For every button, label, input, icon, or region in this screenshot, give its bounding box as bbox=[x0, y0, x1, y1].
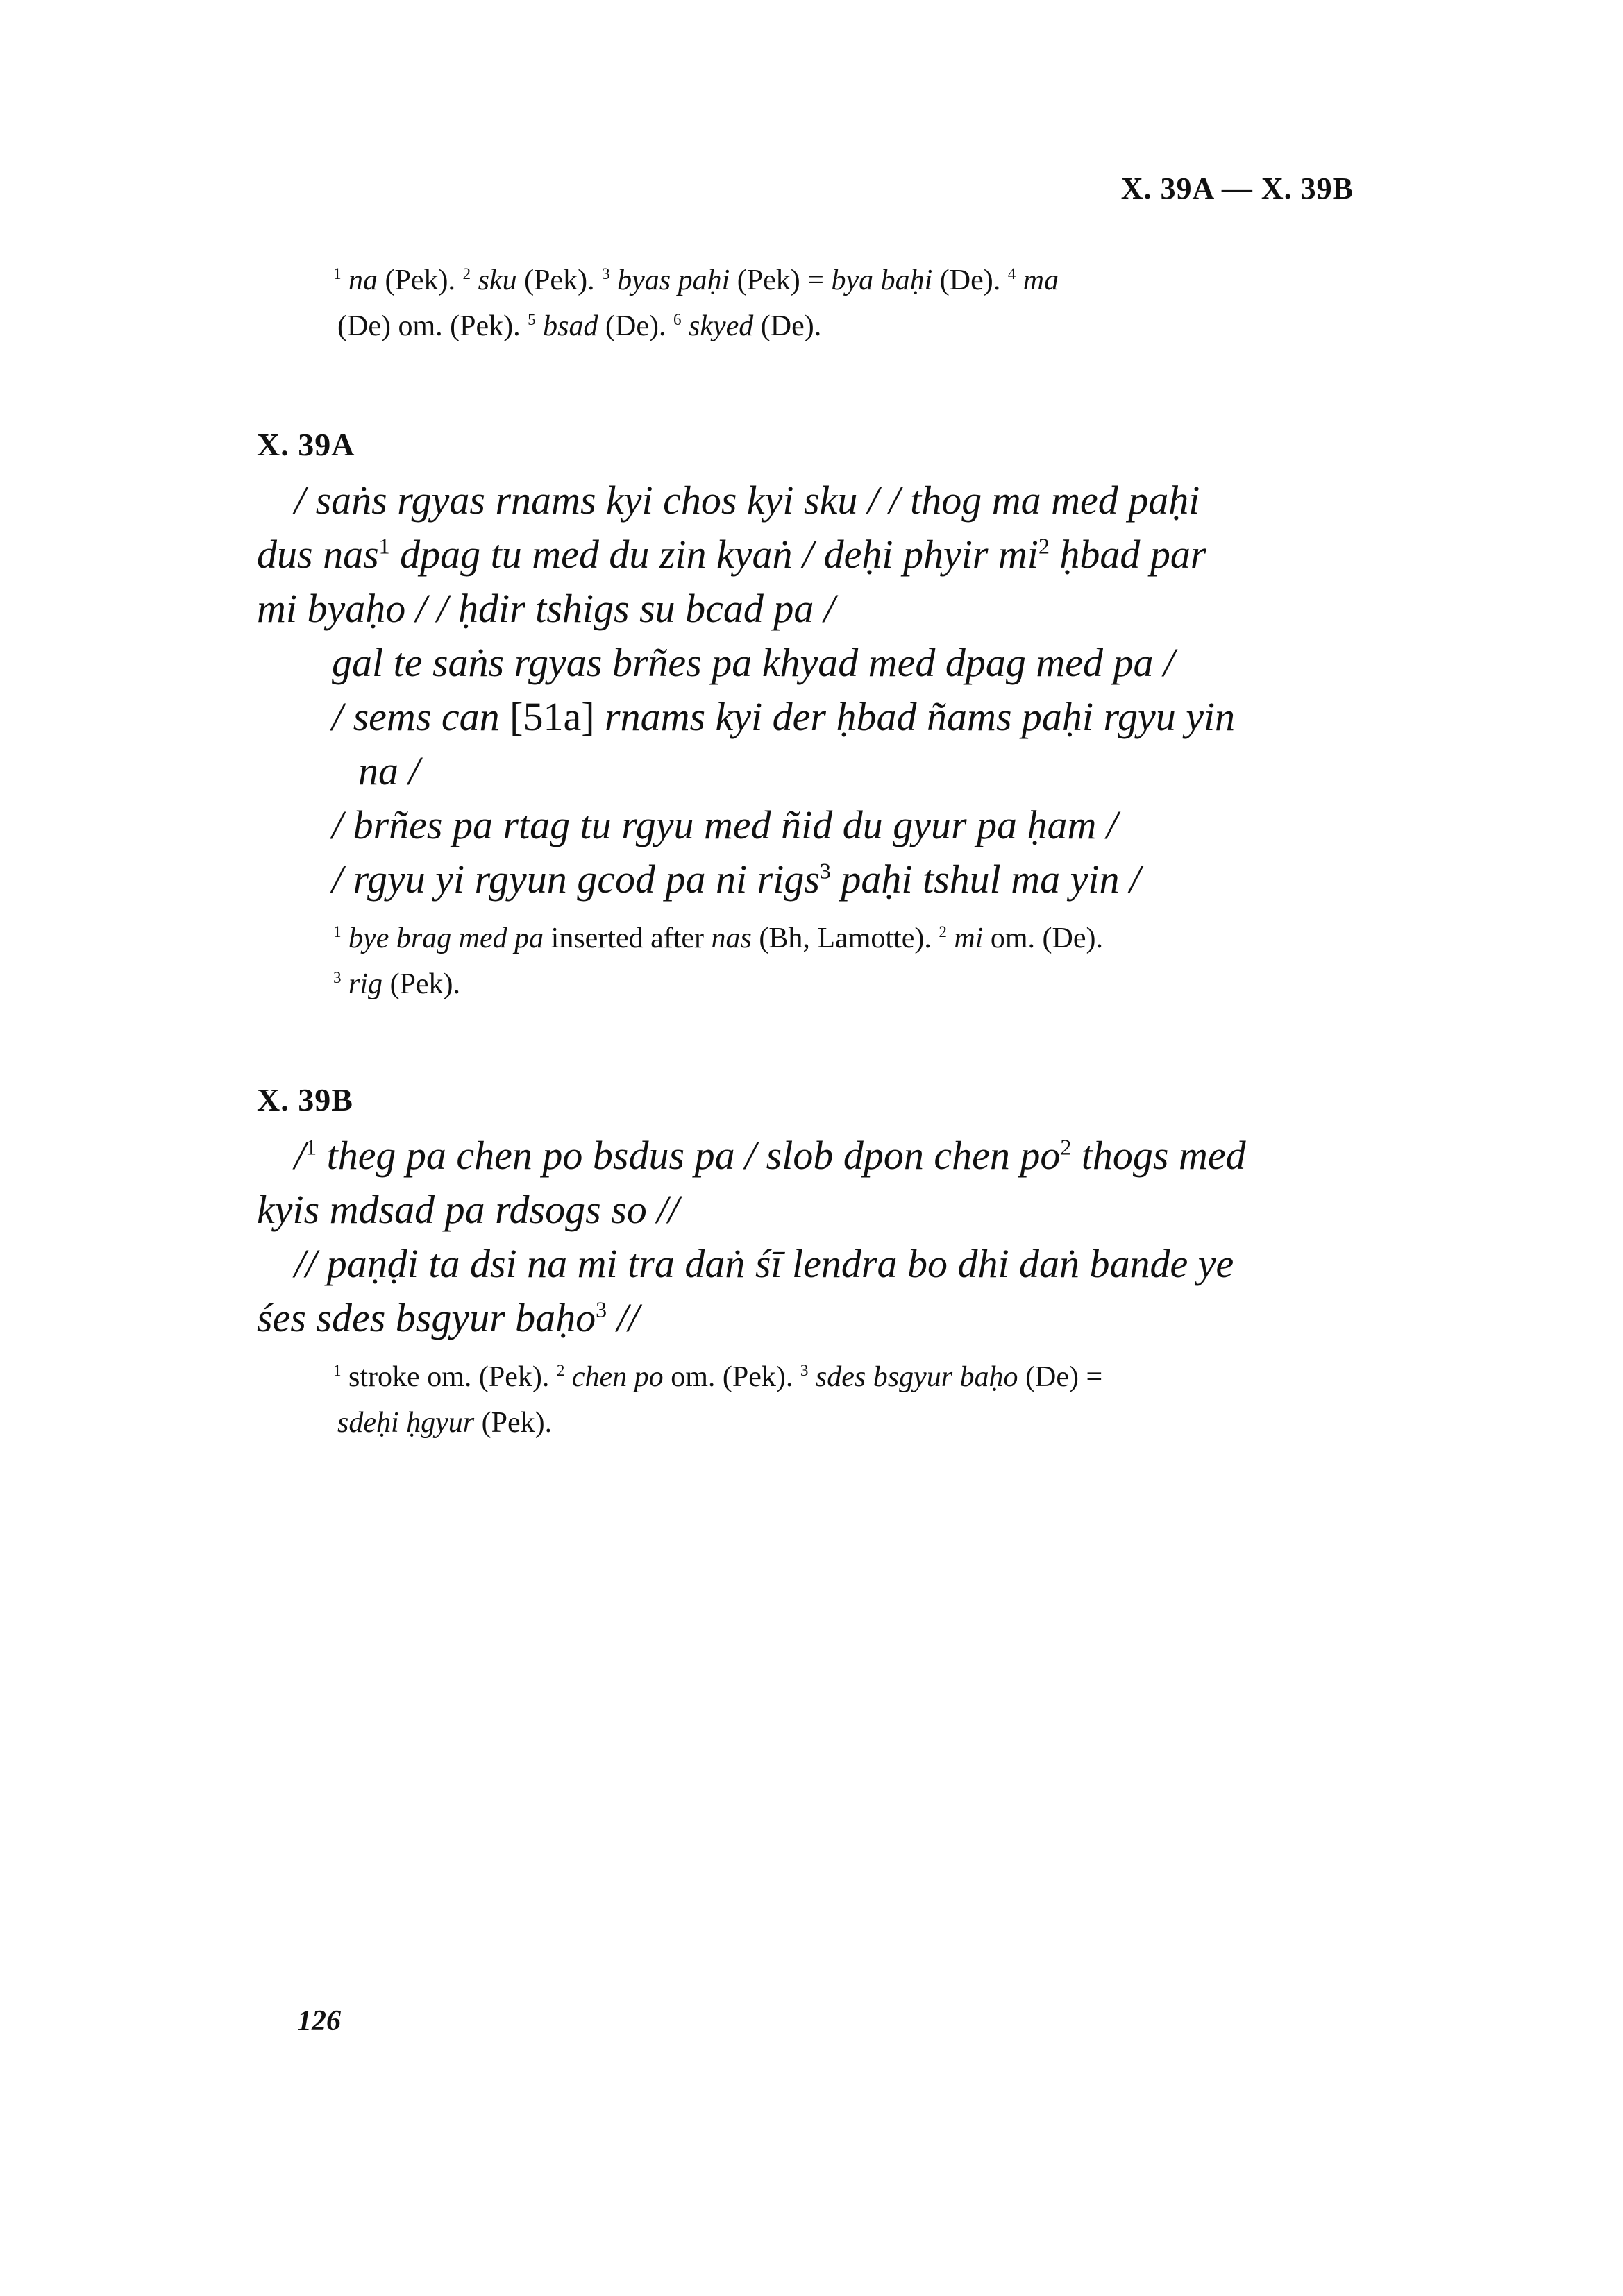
footnote-text: (Bh, Lamotte). bbox=[751, 922, 939, 954]
verse-line bbox=[332, 690, 1235, 744]
footnote-line-39a-1 bbox=[333, 915, 1103, 962]
footnote-marker: 3 bbox=[819, 859, 831, 884]
footnote-marker: 1 bbox=[333, 1361, 342, 1379]
footnote-word: na bbox=[348, 264, 378, 296]
footnote-text: om. (Pek). bbox=[663, 1361, 800, 1393]
text-segment: / sems can bbox=[332, 694, 510, 739]
footnote-text: (Pek). bbox=[474, 1407, 553, 1439]
verse-line: / brñes pa rtag tu rgyu med ñid du gyur pa ḥam / bbox=[332, 802, 1118, 847]
footnote-text: inserted after bbox=[544, 922, 712, 954]
footnote-word: ma bbox=[1023, 264, 1059, 296]
footnote-text: (De). bbox=[932, 264, 1008, 296]
footnote-text: (Pek) = bbox=[730, 264, 832, 296]
footnote-marker: 1 bbox=[305, 1135, 317, 1160]
footnote-word: bye brag med pa bbox=[348, 922, 544, 954]
footnote-text: (Pek). bbox=[382, 968, 461, 1000]
footnote-marker: 2 bbox=[1038, 534, 1050, 559]
text-line bbox=[257, 527, 1206, 582]
footnote-marker: 3 bbox=[596, 1297, 607, 1322]
text-segment: rnams kyi der ḥbad ñams paḥi rgyu yin bbox=[594, 694, 1236, 739]
running-head: X. 39A — X. 39B bbox=[1120, 171, 1354, 205]
footnote-text: (De) = bbox=[1018, 1361, 1103, 1393]
text-line: mi byaḥo / / ḥdir tshigs su bcad pa / bbox=[257, 586, 835, 631]
footnote-word: bya baḥi bbox=[831, 264, 933, 296]
footnote-text: (De) om. (Pek). bbox=[337, 310, 528, 342]
text-segment: ḥbad par bbox=[1059, 532, 1206, 577]
footnote-text: (Pek). bbox=[516, 264, 603, 296]
text-line: // paṇḍi ta dsi na mi tra daṅ śī lendra bo dhi daṅ bande ye bbox=[294, 1241, 1234, 1286]
text-line bbox=[294, 1129, 1246, 1183]
verse-line: gal te saṅs rgyas brñes pa khyad med dpag med pa / bbox=[332, 640, 1175, 685]
footnote-marker: 1 bbox=[333, 264, 342, 282]
footnote-marker: 2 bbox=[939, 922, 947, 940]
section-heading-39b: X. 39B bbox=[257, 1082, 353, 1117]
footnote-marker: 6 bbox=[673, 310, 682, 328]
footnote-word: sdes bsgyur baḥo bbox=[815, 1361, 1018, 1393]
footnote-marker: 2 bbox=[556, 1361, 565, 1379]
footnote-line-39b-2 bbox=[337, 1399, 552, 1446]
footnote-marker: 3 bbox=[800, 1361, 809, 1379]
footnote-text: (De). bbox=[753, 310, 822, 342]
text-segment: // bbox=[607, 1295, 639, 1340]
verse-line bbox=[332, 852, 1141, 906]
footnote-text: (De). bbox=[598, 310, 673, 342]
footnote-marker: 2 bbox=[462, 264, 471, 282]
text-line: kyis mdsad pa rdsogs so // bbox=[257, 1187, 680, 1232]
text-line bbox=[257, 1291, 639, 1345]
footnote-marker: 3 bbox=[602, 264, 610, 282]
footnote-marker: 2 bbox=[1060, 1135, 1072, 1160]
page-number: 126 bbox=[297, 2005, 341, 2037]
footnote-word: skyed bbox=[689, 310, 754, 342]
footnote-word: rig bbox=[348, 968, 383, 1000]
footnote-marker: 1 bbox=[378, 534, 390, 559]
section-heading-39a: X. 39A bbox=[257, 427, 355, 462]
footnote-word: bsad bbox=[543, 310, 598, 342]
footnote-line-39a-2 bbox=[333, 961, 460, 1008]
text-segment: theg pa chen po bsdus pa / slob dpon chen po bbox=[317, 1133, 1061, 1178]
text-segment: thogs med bbox=[1071, 1133, 1246, 1178]
footnote-marker: 4 bbox=[1007, 264, 1016, 282]
verse-line: na / bbox=[358, 748, 420, 793]
footnote-line-39b-1 bbox=[333, 1353, 1102, 1401]
footnote-text: om. (De). bbox=[983, 922, 1104, 954]
footnote-word: byas paḥi bbox=[617, 264, 730, 296]
footnote-text: (Pek). bbox=[378, 264, 463, 296]
top-footnote-line-2 bbox=[337, 303, 821, 350]
footnote-word: nas bbox=[711, 922, 752, 954]
footnote-word: chen po bbox=[571, 1361, 664, 1393]
text-segment: dpag tu med du zin kyaṅ / deḥi phyir mi bbox=[400, 532, 1038, 577]
footnote-marker: 3 bbox=[333, 968, 342, 986]
text-segment: / rgyu yi rgyun gcod pa ni rigs bbox=[332, 856, 820, 902]
text-segment: / bbox=[294, 1133, 306, 1178]
footnote-word: sdeḥi ḥgyur bbox=[337, 1407, 475, 1439]
footnote-word: mi bbox=[954, 922, 984, 954]
footnote-marker: 5 bbox=[528, 310, 536, 328]
text-segment: dus nas bbox=[257, 532, 379, 577]
text-segment: paḥi tshul ma yin / bbox=[830, 856, 1141, 902]
folio-marker: [51a] bbox=[510, 694, 595, 739]
text-line: / saṅs rgyas rnams kyi chos kyi sku / / thog ma med paḥi bbox=[294, 478, 1200, 523]
text-segment: śes sdes bsgyur baḥo bbox=[257, 1295, 596, 1340]
top-footnote-line-1 bbox=[333, 257, 1059, 304]
footnote-text: stroke om. (Pek). bbox=[341, 1361, 557, 1393]
footnote-word: sku bbox=[478, 264, 517, 296]
footnote-marker: 1 bbox=[333, 922, 342, 940]
